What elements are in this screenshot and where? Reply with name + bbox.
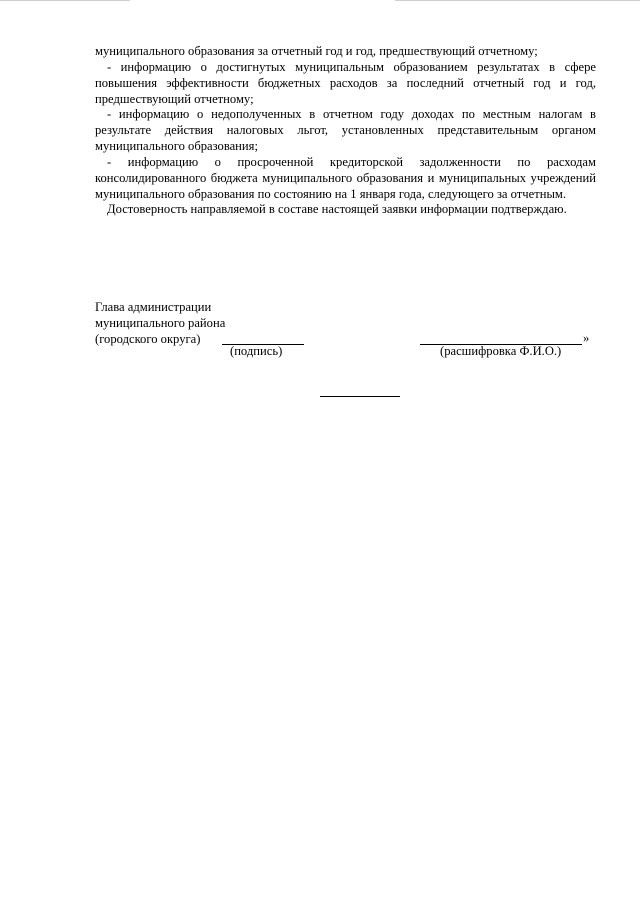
paragraph-confirmation: Достоверность направляемой в составе настоящей заявки информации подтверждаю.: [107, 202, 567, 217]
signatory-position-line3: (городского округа): [95, 332, 201, 346]
paragraph-continuation: муниципального образования за отчетный год и год, предшествующий отчетному;: [95, 44, 538, 58]
paragraph-overdue-debt: - информацию о просроченной кредиторской задолженности по расходам консолидированного бюджета муниципального образования и муниципальных учреждений муниципального образования по состоянию на 1 января года, следующего за отчетным.: [95, 154, 596, 201]
closing-quote: »: [583, 331, 590, 345]
page-top-border: [0, 0, 640, 1]
document-body: [95, 44, 596, 218]
signatory-position-line2: муниципального района: [95, 316, 226, 330]
paragraph-tax-benefits: - информацию о недополученных в отчетном году доходах по местным налогам в результате действия налоговых льгот, установленных представительным органом муниципального образования;: [95, 107, 596, 154]
name-caption: (расшифровка Ф.И.О.): [440, 344, 562, 358]
paragraph-efficiency-results: - информацию о достигнутых муниципальным образованием результатах в сфере повышения эффективности бюджетных расходов за последний отчетный год и год, предшествующий отчетному;: [95, 59, 596, 106]
signatory-position-line1: Глава администрации: [95, 300, 212, 314]
signature-caption: (подпись): [230, 344, 283, 358]
end-of-document-rule: [320, 396, 400, 397]
